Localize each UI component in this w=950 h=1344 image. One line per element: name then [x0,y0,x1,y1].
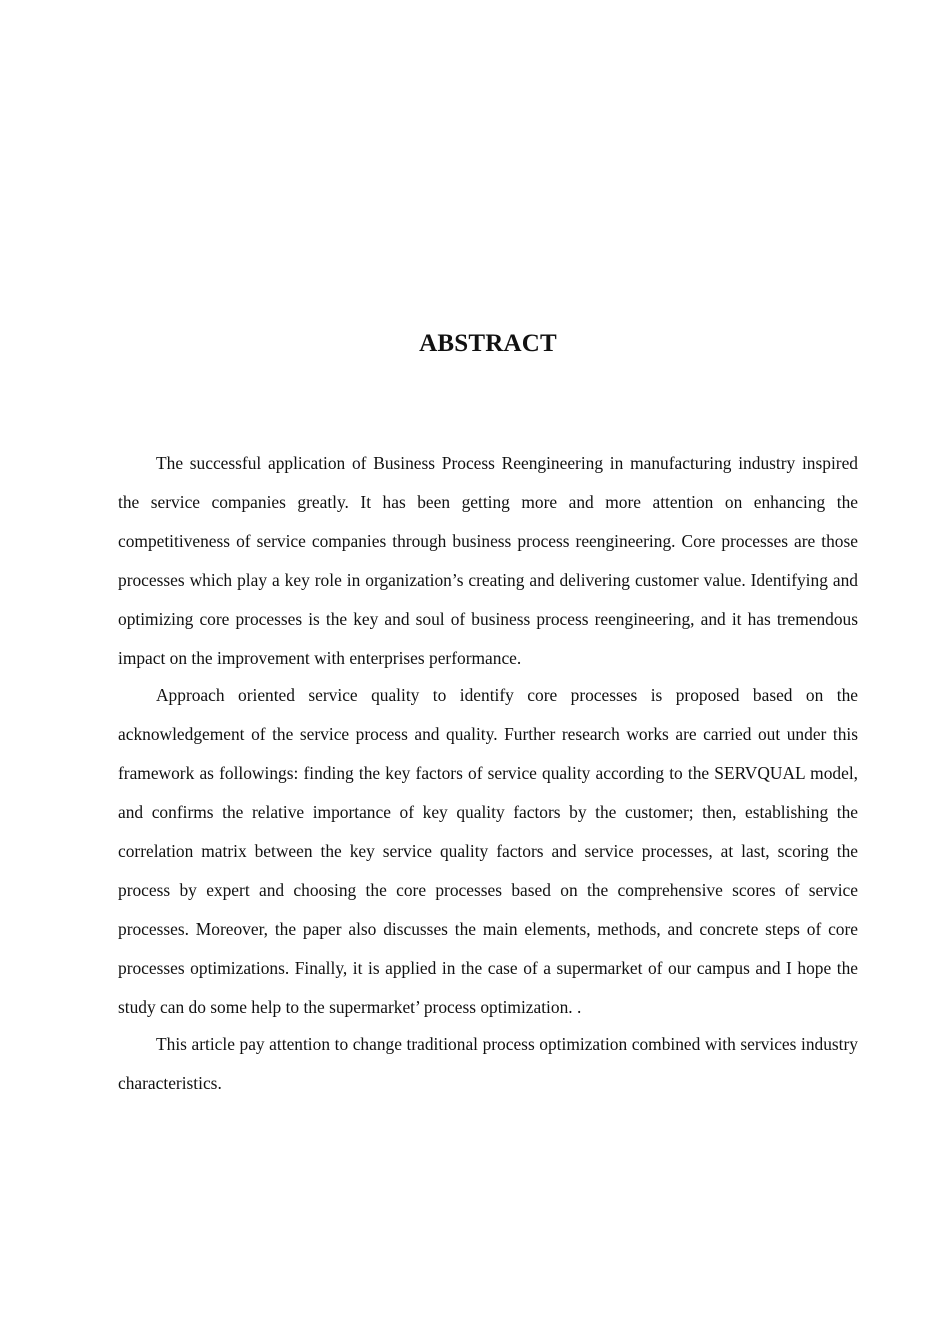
abstract-paragraph-1: The successful application of Business Process Reengineering in manufacturing industry inspired the service companies greatly. It has been getting more and more attention on enhancing the competitiveness of service companies through business process reengineering. Core processes are those processes which play a key role in organization’s creating and delivering customer value. Identifying and optimizing core processes is the key and soul of business process reengineering, and it has tremendous impact on the improvement with enterprises performance. [118,453,858,668]
abstract-paragraph-3: This article pay attention to change traditional process optimization combined with services industry characteristics. [118,1034,858,1093]
page-title: ABSTRACT [419,330,557,357]
abstract-body [118,444,858,1101]
abstract-paragraph-2: Approach oriented service quality to identify core processes is proposed based on the acknowledgement of the service process and quality. Further research works are carried out under this framework as followings: finding the key factors of service quality according to the SERVQUAL model, and confirms the relative importance of key quality factors by the customer; then, establishing the correlation matrix between the key service quality factors and service processes, at last, scoring the process by expert and choosing the core processes based on the comprehensive scores of service processes. Moreover, the paper also discusses the main elements, methods, and concrete steps of core processes optimizations. Finally, it is applied in the case of a supermarket of our campus and I hope the study can do some help to the supermarket’ process optimization. . [118,685,858,1017]
